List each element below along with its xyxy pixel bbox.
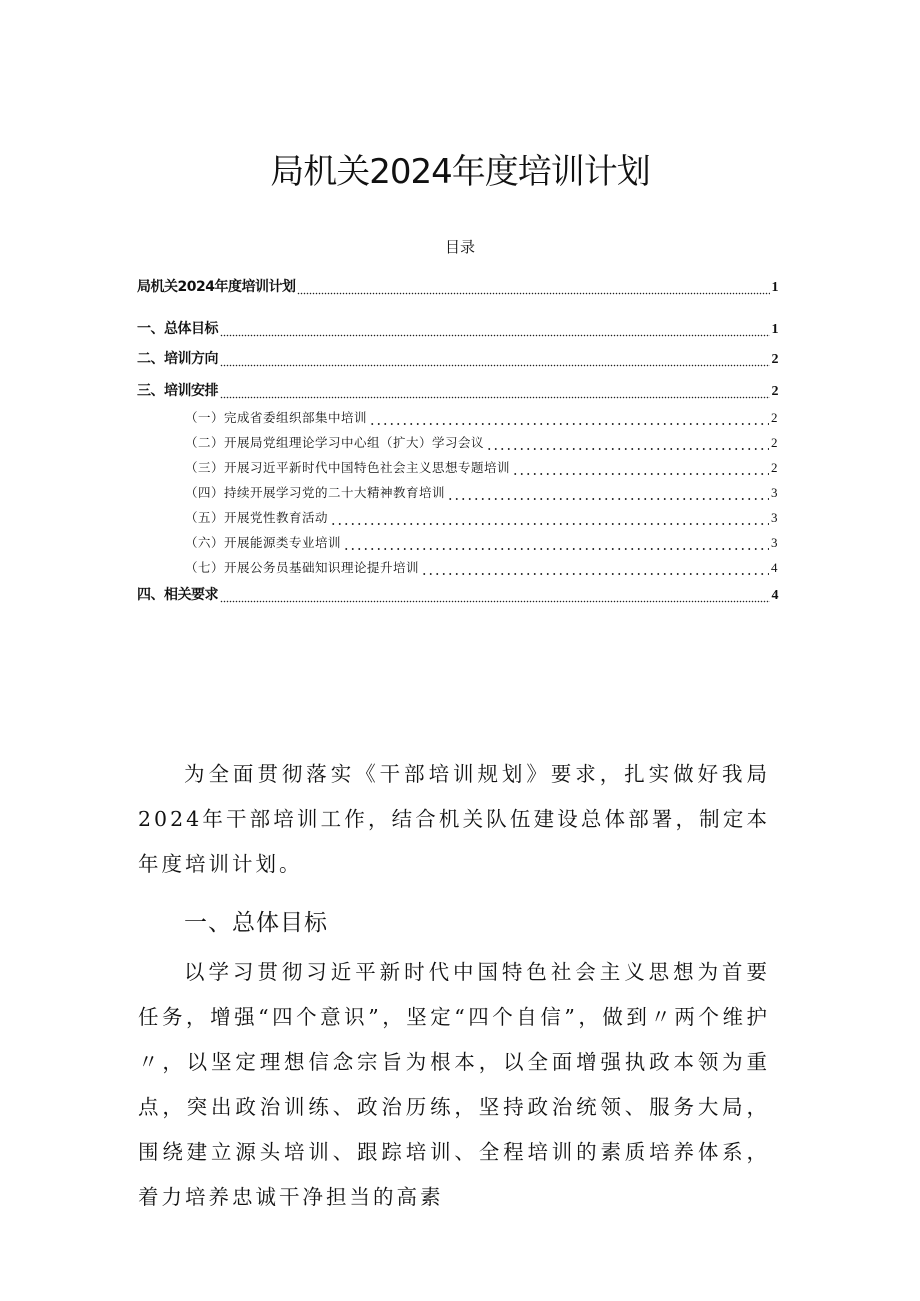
toc-entry-page: 4 bbox=[771, 560, 778, 575]
toc-entry-label: 二、培训方向 bbox=[137, 351, 218, 367]
toc-entry-page: 1 bbox=[771, 280, 778, 295]
toc-entry[interactable] bbox=[185, 556, 778, 576]
toc-leader-dots bbox=[220, 322, 770, 338]
document-title: 局机关2024年度培训计划 bbox=[270, 152, 650, 192]
toc-leader-dots bbox=[421, 560, 769, 576]
toc-leader-dots bbox=[486, 435, 769, 451]
toc-leader-dots bbox=[220, 384, 770, 400]
toc-entry-label: （二）开展局党组理论学习中心组（扩大）学习会议 bbox=[185, 435, 485, 450]
toc-entry-label: （一）完成省委组织部集中培训 bbox=[185, 410, 368, 425]
toc-entry-page: 3 bbox=[771, 510, 778, 525]
toc-entry-page: 1 bbox=[771, 322, 778, 337]
toc-entry[interactable] bbox=[185, 431, 778, 451]
section-heading: 一、总体目标 bbox=[184, 910, 328, 936]
toc-entry-label: （六）开展能源类专业培训 bbox=[185, 535, 342, 550]
toc-entry-label: 四、相关要求 bbox=[137, 587, 218, 603]
toc-entry[interactable] bbox=[185, 456, 778, 476]
section-paragraph: 以学习贯彻习近平新时代中国特色社会主义思想为首要任务，增强“四个意识”，坚定“四个自信”，做到〃两个维护〃，以坚定理想信念宗旨为根本，以全面增强执政本领为重点，突出政治训练、政治历练，坚持政治统领、服务大局，围绕建立源头培训、跟踪培训、全程培训的素质培养体系，着力培养忠诚干净担当的高素 bbox=[138, 960, 770, 1209]
toc-entry-label: （五）开展党性教育活动 bbox=[185, 510, 329, 525]
toc-leader-dots bbox=[343, 535, 769, 551]
toc-entry-label: 局机关2024年度培训计划 bbox=[137, 279, 296, 295]
toc-leader-dots bbox=[512, 460, 769, 476]
toc-leader-dots bbox=[220, 588, 770, 604]
toc-entry-label: （四）持续开展学习党的二十大精神教育培训 bbox=[185, 485, 446, 500]
toc-entry[interactable] bbox=[137, 318, 778, 338]
toc-entry-label: 三、培训安排 bbox=[137, 383, 218, 399]
toc-entry[interactable] bbox=[185, 406, 778, 426]
toc-entry-page: 2 bbox=[771, 384, 778, 399]
toc-entry-page: 3 bbox=[771, 535, 778, 550]
toc-entry-page: 2 bbox=[771, 352, 778, 367]
toc-entry[interactable] bbox=[137, 276, 778, 296]
toc-entry-label: （七）开展公务员基础知识理论提升培训 bbox=[185, 560, 420, 575]
toc-entry-label: 一、总体目标 bbox=[137, 321, 218, 337]
toc-entry-page: 2 bbox=[771, 460, 778, 475]
toc-leader-dots bbox=[369, 410, 769, 426]
toc-leader-dots bbox=[297, 280, 769, 296]
toc-leader-dots bbox=[330, 510, 769, 526]
toc-leader-dots bbox=[220, 352, 770, 368]
intro-paragraph: 为全面贯彻落实《干部培训规划》要求，扎实做好我局2024年干部培训工作，结合机关队伍建设总体部署，制定本年度培训计划。 bbox=[138, 762, 770, 876]
toc-leader-dots bbox=[447, 485, 769, 501]
toc-entry[interactable] bbox=[137, 348, 778, 368]
toc-entry[interactable] bbox=[185, 506, 778, 526]
toc-entry-page: 4 bbox=[771, 588, 778, 603]
toc-entry[interactable] bbox=[185, 531, 778, 551]
toc-entry[interactable] bbox=[137, 380, 778, 400]
toc-entry-page: 3 bbox=[771, 485, 778, 500]
toc-entry[interactable] bbox=[137, 584, 778, 604]
toc-heading: 目录 bbox=[444, 238, 475, 256]
toc-entry-page: 2 bbox=[771, 435, 778, 450]
toc-entry-page: 2 bbox=[771, 410, 778, 425]
toc-entry[interactable] bbox=[185, 481, 778, 501]
toc-entry-label: （三）开展习近平新时代中国特色社会主义思想专题培训 bbox=[185, 460, 511, 475]
